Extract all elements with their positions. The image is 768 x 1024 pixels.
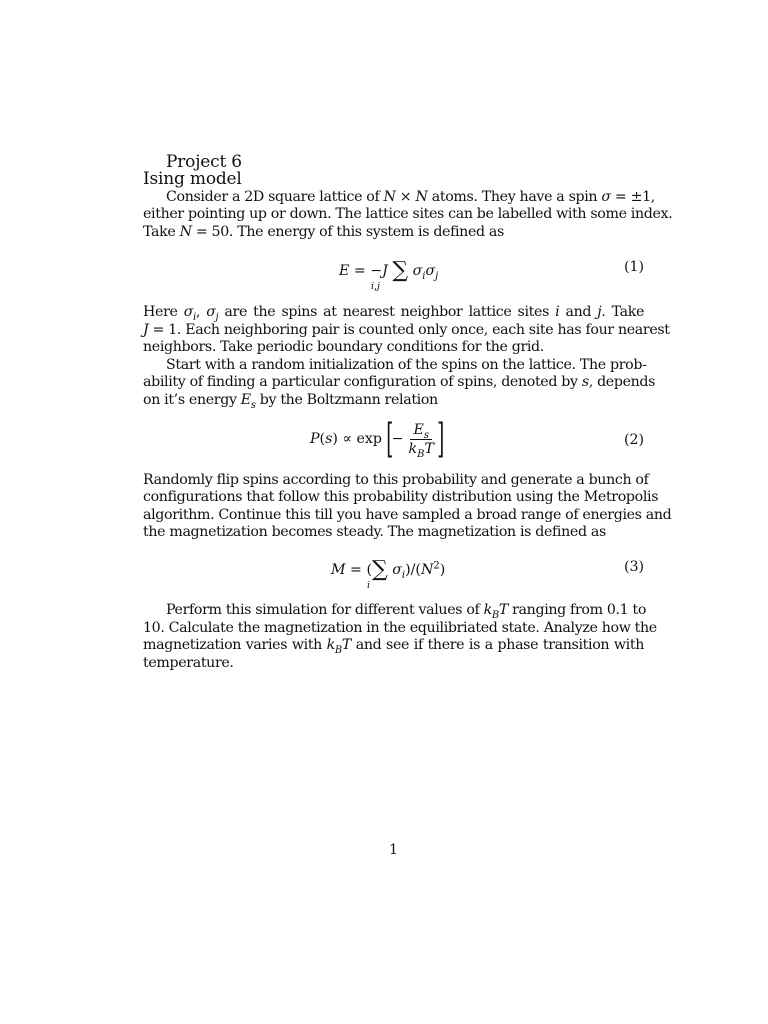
para5-line3: magnetization varies with $k_BT$ and see if there is a phase transition with [143,637,644,656]
para4-line3: algorithm. Continue this till you have sampled a broad range of energies and [143,507,672,523]
equation-1: E = −J ∑ $\sigma_i\sigma_j$ [339,258,439,283]
equation-3-number: (3) [624,559,645,575]
para4-line1: Randomly flip spins according to this probability and generate a bunch of [143,472,649,488]
para3-line2: ability of finding a particular configuration of spins, denoted by s, depends [143,374,656,390]
para3-line3: on it’s energy $E_s$ by the Boltzmann relation [143,392,438,411]
para3-line1: Start with a random initialization of the spins on the lattice. The prob- [166,357,647,373]
equation-3: M = (∑ $\sigma_i)/(N^2)$ [331,557,446,582]
para5-line4: temperature. [143,655,234,671]
page-number: 1 [389,842,398,858]
para1-line3: Take N = 50. The energy of this system is defined as [143,224,504,240]
para1-line2: either pointing up or down. The lattice sites can be labelled with some index. [143,206,673,222]
para2-line2: J = 1. Each neighboring pair is counted only once, each site has four nearest [143,322,670,338]
para1-line1: Consider a 2D square lattice of N × N atoms. They have a spin σ = ±1, [166,189,655,205]
para4-line2: configurations that follow this probability distribution using the Metropolis [143,489,659,505]
equation-1-number: (1) [624,259,645,275]
para2-line3: neighbors. Take periodic boundary conditions for the grid. [143,339,544,355]
para5-line1: Perform this simulation for different values of $k_BT$ ranging from 0.1 to [166,602,647,621]
equation-1-sum-index: i,j [371,281,381,292]
subtitle: Ising model [143,169,242,189]
equation-2: P(s) ∝ exp [ − $\frac{E_s}{k_BT}$ ] [310,416,445,462]
equation-2-number: (2) [624,432,645,448]
para5-line2: 10. Calculate the magnetization in the equilibriated state. Analyze how the [143,620,657,636]
project-title: Project 6 [166,152,242,172]
equation-3-sum-index: i [367,580,371,591]
para2-line1: Here $\sigma_i$, $\sigma_j$ are the spins at nearest neighbor lattice sites i and j. Take [143,304,644,323]
para4-line4: the magnetization becomes steady. The magnetization is defined as [143,524,606,540]
